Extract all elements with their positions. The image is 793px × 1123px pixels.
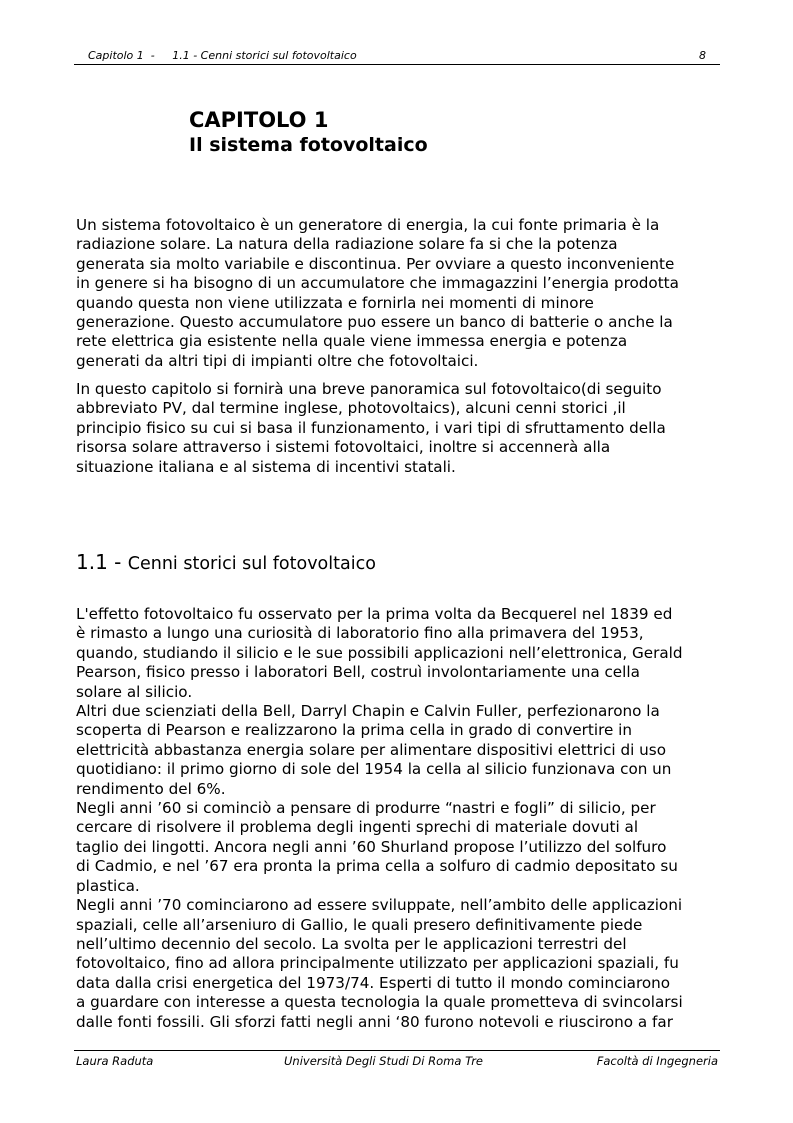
text-line: plastica. — [76, 876, 140, 895]
page-header — [74, 48, 720, 65]
text-line: dalle fonti fossili. Gli sforzi fatti negli anni ‘80 furono notevoli e riuscirono a far — [76, 1012, 673, 1031]
intro-paragraph-1 — [76, 216, 726, 371]
page-number: 8 — [699, 49, 706, 62]
text-line: risorsa solare attraverso i sistemi fotovoltaici, inoltre si accennerà alla — [76, 438, 611, 457]
section-number: 1.1 - — [76, 550, 128, 574]
text-line: In questo capitolo si fornirà una breve panoramica sul fotovoltaico(di seguito — [76, 380, 662, 398]
chapter-number: CAPITOLO 1 — [189, 108, 329, 132]
text-line: generazione. Questo accumulatore puo essere un banco di batterie o anche la — [76, 313, 673, 332]
text-line: rendimento del 6%. — [76, 779, 226, 798]
text-line: Un sistema fotovoltaico è un generatore di energia, la cui fonte primaria è la — [76, 216, 660, 234]
text-line: cercare di risolvere il problema degli ingenti sprechi di materiale dovuti al — [76, 818, 639, 837]
section-body — [76, 605, 726, 1032]
text-line: in genere si ha bisogno di un accumulatore che immagazzini l’energia prodotta — [76, 274, 679, 293]
text-line: situazione italiana e al sistema di incentivi statali. — [76, 457, 456, 476]
text-line: spaziali, celle all’arseniuro di Gallio, le quali presero definitivamente piede — [76, 915, 643, 934]
text-line: data dalla crisi energetica del 1973/74. Esperti di tutto il mondo cominciarono — [76, 973, 671, 992]
section-heading — [76, 549, 376, 577]
text-line: generata sia molto variabile e discontinua. Per ovviare a questo inconveniente — [76, 254, 675, 273]
footer-faculty: Facoltà di Ingegneria — [596, 1054, 718, 1068]
running-header-title: Capitolo 1 - 1.1 - Cenni storici sul fotovoltaico — [88, 49, 357, 62]
section-title: Cenni storici sul fotovoltaico — [127, 554, 376, 574]
text-line: generati da altri tipi di impianti oltre che fotovoltaici. — [76, 351, 479, 370]
text-line: L'effetto fotovoltaico fu osservato per la prima volta da Becquerel nel 1839 ed — [76, 605, 673, 623]
text-line: scoperta di Pearson e realizzarono la prima cella in grado di convertire in — [76, 721, 633, 740]
text-line: radiazione solare. La natura della radiazione solare fa si che la potenza — [76, 235, 618, 254]
text-line: nell’ultimo decennio del secolo. La svolta per le applicazioni terrestri del — [76, 934, 627, 953]
text-line: Negli anni ’70 cominciarono ad essere sviluppate, nell’ambito delle applicazioni — [76, 896, 683, 915]
text-line: abbreviato PV, dal termine inglese, photovoltaics), alcuni cenni storici ,il — [76, 399, 626, 418]
text-line: a guardare con interesse a questa tecnologia la quale prometteva di svincolarsi — [76, 993, 683, 1012]
text-line: è rimasto a lungo una curiosità di laboratorio fino alla primavera del 1953, — [76, 624, 644, 643]
intro-paragraph-2 — [76, 380, 726, 477]
footer-university: Università Degli Studi Di Roma Tre — [284, 1054, 484, 1068]
text-line: Pearson, fisico presso i laboratori Bell, costruì involontariamente una cella — [76, 663, 640, 682]
text-line: Negli anni ’60 si cominciò a pensare di produrre “nastri e fogli” di silicio, per — [76, 799, 656, 818]
text-line: Altri due scienziati della Bell, Darryl Chapin e Calvin Fuller, perfezionarono la — [76, 702, 660, 721]
text-line: quando, studiando il silicio e le sue possibili applicazioni nell’elettronica, Gerald — [76, 643, 683, 662]
text-line: quando questa non viene utilizzata e fornirla nei momenti di minore — [76, 293, 594, 312]
text-line: taglio dei lingotti. Ancora negli anni ’60 Shurland propose l’utilizzo del solfuro — [76, 837, 667, 856]
page-footer — [74, 1050, 720, 1071]
text-line: solare al silicio. — [76, 682, 193, 701]
text-line: principio fisico su cui si basa il funzionamento, i vari tipi di sfruttamento della — [76, 418, 666, 437]
chapter-heading — [189, 108, 428, 158]
text-line: elettricità abbastanza energia solare per alimentare dispositivi elettrici di uso — [76, 740, 666, 759]
text-line: di Cadmio, e nel ’67 era pronta la prima cella a solfuro di cadmio depositato su — [76, 857, 678, 876]
text-line: rete elettrica gia esistente nella quale viene immessa energia e potenza — [76, 332, 628, 351]
chapter-title: Il sistema fotovoltaico — [189, 134, 428, 156]
text-line: quotidiano: il primo giorno di sole del 1954 la cella al silicio funzionava con un — [76, 760, 672, 779]
text-line: fotovoltaico, fino ad allora principalmente utilizzato per applicazioni spaziali, fu — [76, 954, 679, 973]
footer-author: Laura Raduta — [76, 1054, 154, 1068]
